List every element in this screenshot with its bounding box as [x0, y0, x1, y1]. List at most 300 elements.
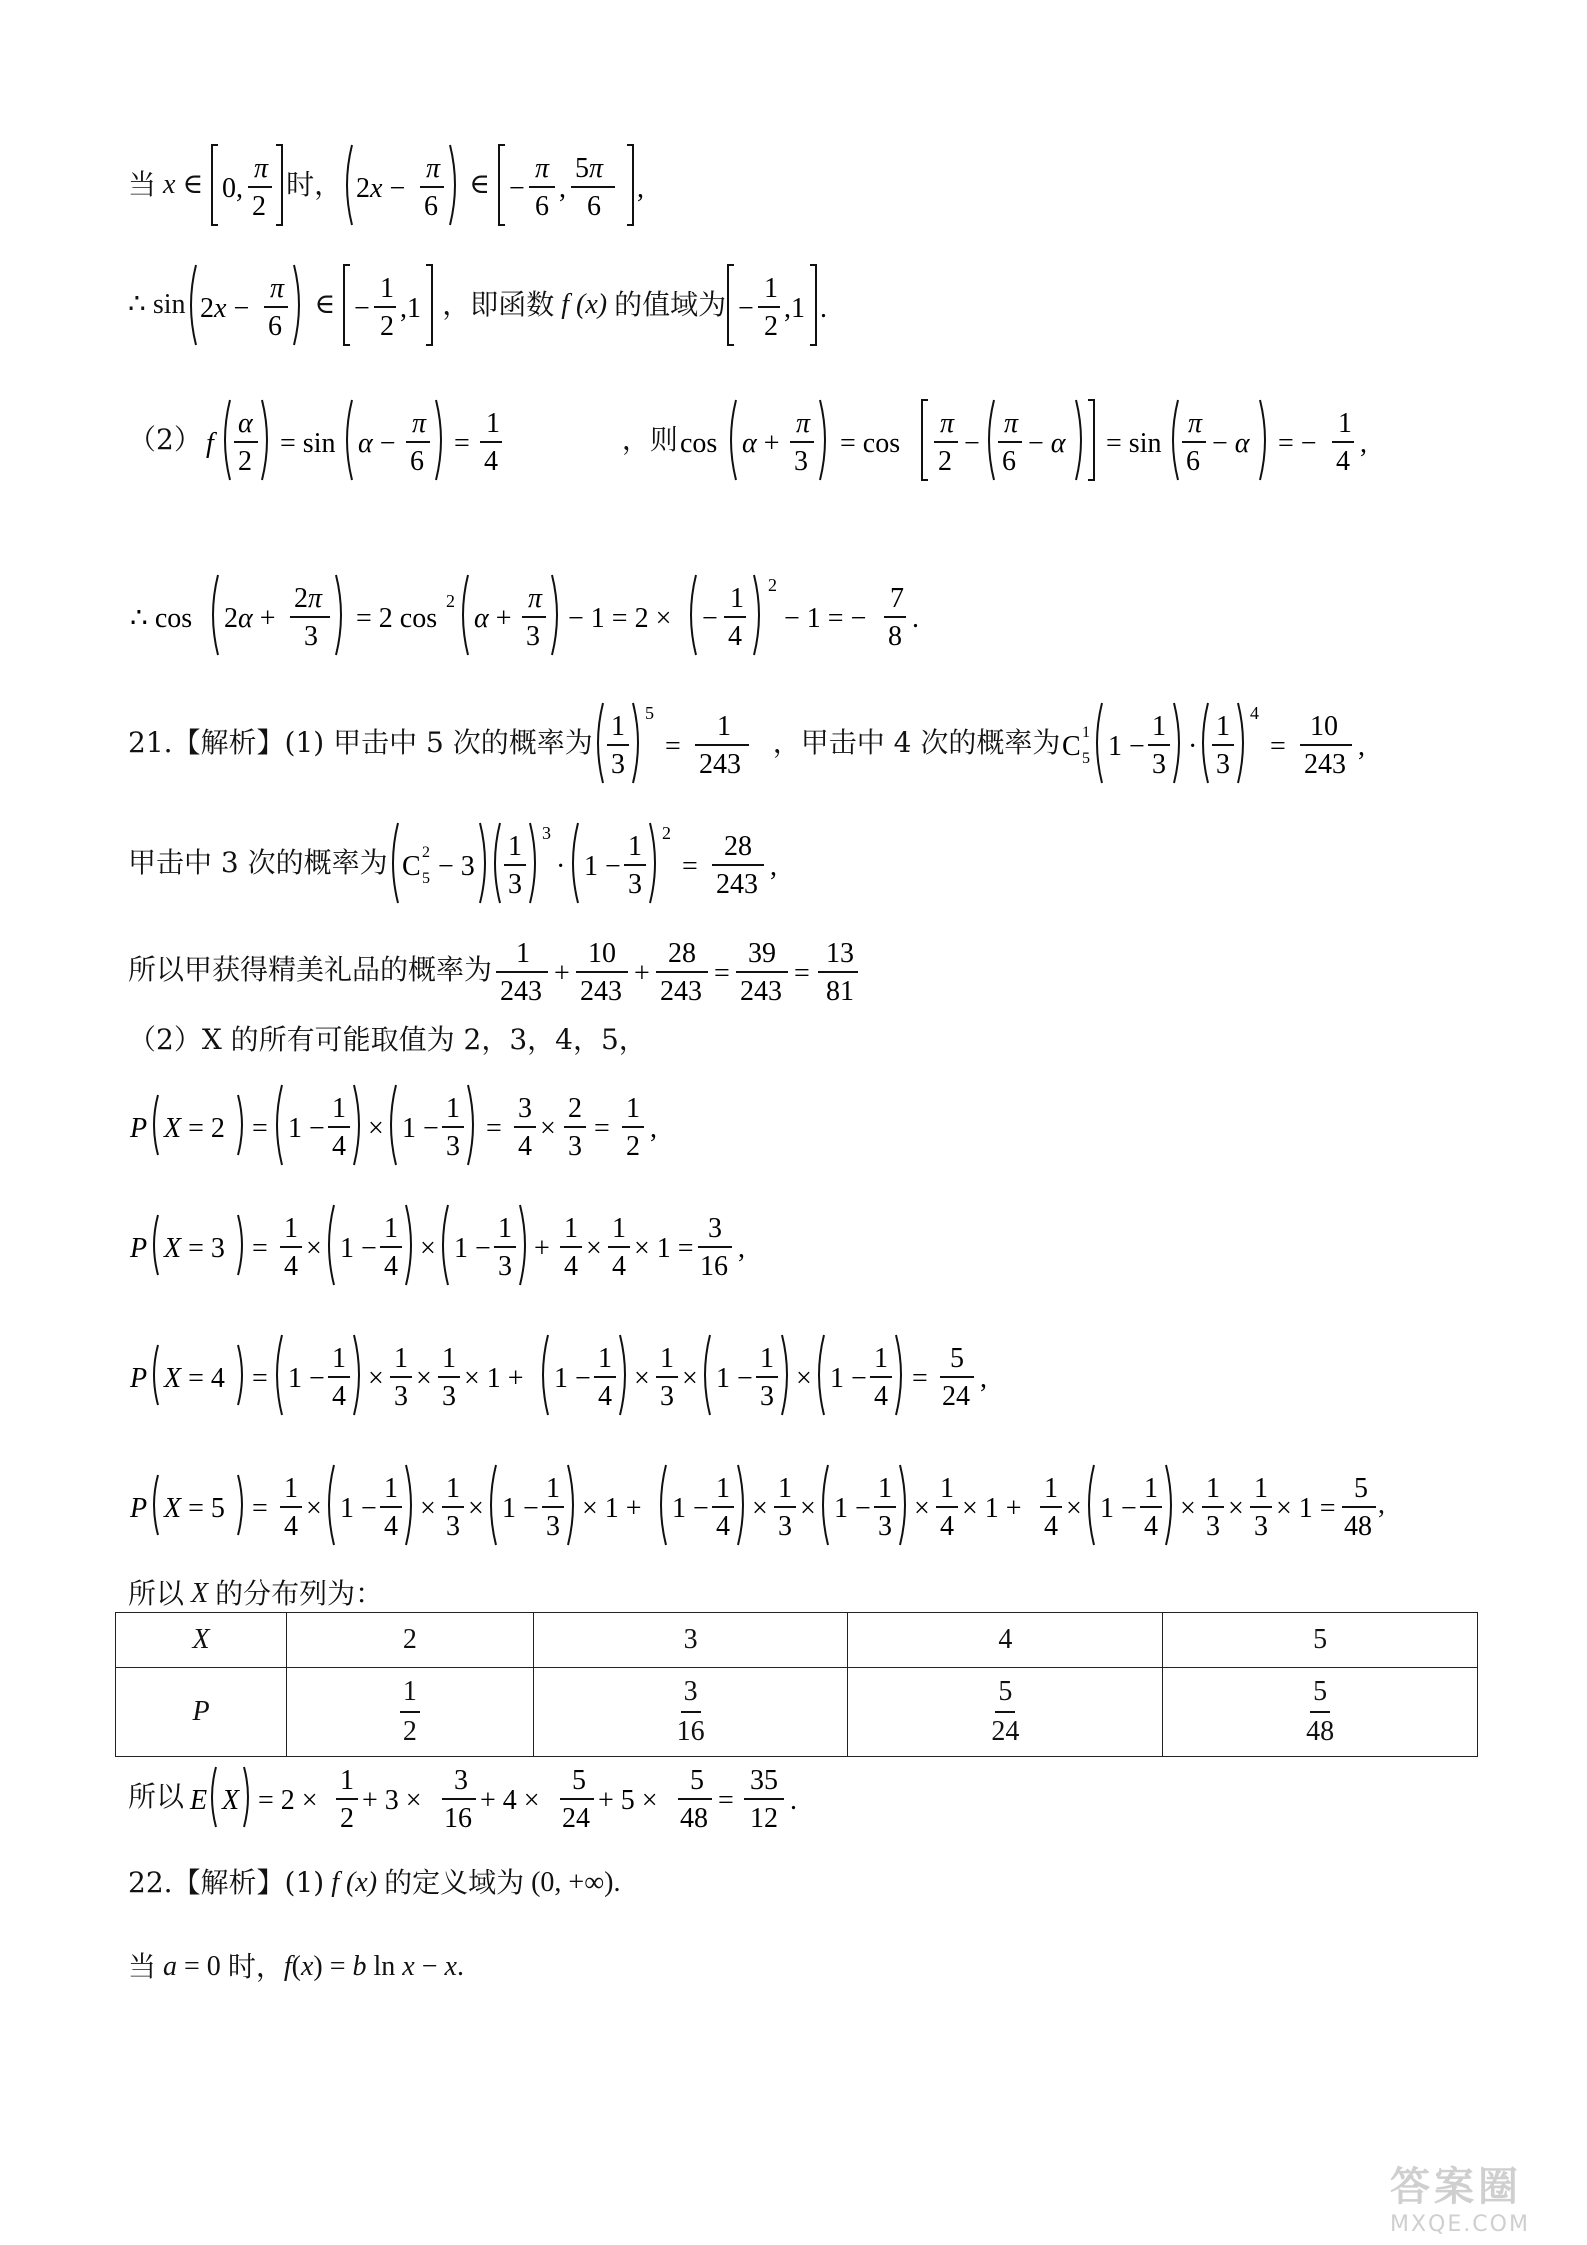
svg-text:f: f — [205, 428, 214, 459]
svg-text:1: 1 — [380, 273, 395, 304]
svg-text:×: × — [420, 1493, 436, 1524]
svg-text:C: C — [401, 851, 421, 882]
svg-text:243: 243 — [698, 749, 741, 780]
svg-text:,: , — [558, 173, 566, 204]
svg-text:× 1 +: × 1 + — [464, 1363, 524, 1394]
svg-text:1: 1 — [442, 1343, 456, 1374]
math-px2 — [128, 1081, 688, 1169]
svg-text:=: = — [718, 1785, 734, 1816]
svg-text:= 2 ×: = 2 × — [258, 1785, 318, 1816]
svg-text:π: π — [528, 583, 543, 614]
svg-text:3: 3 — [546, 1511, 560, 1542]
svg-text:3: 3 — [660, 1381, 674, 1412]
svg-text:3: 3 — [878, 1511, 892, 1542]
text-when: 当 — [128, 168, 157, 201]
svg-text:2x −: 2x − — [199, 293, 249, 324]
svg-text:1 −: 1 − — [288, 1363, 325, 1394]
svg-text:5: 5 — [690, 1765, 705, 1796]
math-px4 — [128, 1331, 1008, 1419]
svg-text:−: − — [508, 173, 525, 204]
svg-text:4: 4 — [728, 621, 742, 652]
svg-text:=: = — [486, 1113, 502, 1144]
svg-text:= sin: = sin — [1105, 428, 1162, 459]
math-q21-p3 — [388, 819, 808, 907]
svg-text:3: 3 — [498, 1251, 512, 1282]
svg-text:−: − — [963, 428, 980, 459]
svg-text:P: P — [130, 1363, 148, 1394]
text-zhiyu: 的值域为 — [614, 288, 727, 321]
svg-text:3: 3 — [394, 1381, 408, 1412]
svg-text:X = 3: X = 3 — [164, 1233, 225, 1264]
q21-heading: 21.【解析】(1) 甲击中 5 次的概率为 — [128, 726, 593, 759]
svg-text:1 −: 1 − — [1100, 1493, 1137, 1524]
svg-text:1 −: 1 − — [716, 1363, 753, 1394]
math-l4 — [128, 571, 948, 659]
svg-text:81: 81 — [826, 976, 855, 1007]
svg-text:5: 5 — [950, 1343, 964, 1374]
svg-text:× 1 +: × 1 + — [582, 1493, 642, 1524]
svg-text:5: 5 — [644, 703, 654, 723]
q22-line-2 — [128, 1942, 1527, 1992]
svg-text:π: π — [411, 408, 426, 439]
svg-text:1: 1 — [394, 1343, 408, 1374]
svg-text:×: × — [368, 1363, 384, 1394]
svg-text:π: π — [1187, 408, 1202, 439]
svg-text:,: , — [1359, 428, 1367, 459]
svg-text:1: 1 — [730, 583, 744, 614]
svg-text:×: × — [306, 1233, 322, 1264]
q21-p3-label: 甲击中 3 次的概率为 — [128, 846, 388, 879]
table-cell-label: P — [116, 1668, 287, 1757]
table-cell: 4 — [848, 1613, 1163, 1668]
distribution-table — [115, 1612, 1478, 1757]
dist-intro-text: 所以 — [128, 1577, 185, 1610]
math-px5 — [128, 1461, 1378, 1549]
svg-text:1: 1 — [516, 938, 531, 969]
svg-text:4: 4 — [284, 1251, 298, 1282]
table-cell: $\frac{3}{16}$ — [533, 1668, 848, 1757]
q21-part2-text: （2）X 的所有可能取值为 2，3，4，5， — [128, 1023, 647, 1056]
math-fx-def: f(x) = b ln x − x. — [283, 1951, 464, 1982]
svg-text:3: 3 — [446, 1511, 460, 1542]
svg-text:1: 1 — [564, 1213, 578, 1244]
svg-text:1: 1 — [940, 1473, 954, 1504]
svg-text:,: , — [980, 1363, 987, 1394]
svg-text:P: P — [130, 1493, 148, 1524]
svg-text:4: 4 — [384, 1251, 398, 1282]
svg-text:α +: α + — [474, 603, 512, 634]
svg-text:3: 3 — [526, 621, 540, 652]
svg-text:1 −: 1 − — [402, 1113, 439, 1144]
svg-text:4: 4 — [564, 1251, 578, 1282]
svg-text:×: × — [1066, 1493, 1082, 1524]
svg-text:1: 1 — [874, 1343, 888, 1374]
svg-text:×: × — [796, 1363, 812, 1394]
svg-text:− α: − α — [1211, 428, 1250, 459]
watermark-logo: 答案圈 — [1390, 2164, 1522, 2210]
text-shi: 时， — [286, 168, 343, 201]
svg-text:48: 48 — [1344, 1511, 1372, 1542]
q22-when: 当 — [128, 1950, 157, 1983]
svg-text:π: π — [534, 153, 549, 184]
svg-text:× 1 =: × 1 = — [634, 1233, 694, 1264]
text-ze: ，则 — [621, 423, 678, 456]
svg-text:1 −: 1 − — [672, 1493, 709, 1524]
text-part2: （2） — [128, 423, 202, 456]
q22-domain-text: 的定义域为 — [384, 1866, 525, 1899]
svg-text:×: × — [1228, 1493, 1244, 1524]
svg-text:1: 1 — [446, 1093, 460, 1124]
q22-line-1 — [128, 1858, 1527, 1908]
svg-text:1 −: 1 − — [340, 1233, 377, 1264]
table-cell: $\frac{1}{2}$ — [287, 1668, 534, 1757]
text-ji-hanshu: ，即函数 — [442, 288, 555, 321]
svg-text:1 −: 1 − — [554, 1363, 591, 1394]
svg-text:1 −: 1 − — [502, 1493, 539, 1524]
svg-text:6: 6 — [409, 446, 424, 477]
svg-text:1: 1 — [778, 1473, 792, 1504]
svg-text:3: 3 — [708, 1213, 722, 1244]
svg-text:4: 4 — [874, 1381, 888, 1412]
ex-text: 所以 — [128, 1780, 185, 1813]
table-cell: $\frac{5}{48}$ — [1163, 1668, 1478, 1757]
px5-line: P X = 5 = 1 4 × 1 − 1 4 × 1 3 × 1 − 1 3 × 1 + 1 − 1 4 × 1 3 × 1 − 1 3 × 1 4 × 1 + 1 4 × 1 − 1 4 × 1 3 × 1 3 × 1 = 5 48 , — [128, 1460, 1527, 1550]
svg-text:1: 1 — [446, 1473, 460, 1504]
svg-text:3: 3 — [507, 869, 522, 900]
svg-text:π: π — [269, 273, 284, 304]
svg-text:2: 2 — [237, 446, 252, 477]
svg-text:2: 2 — [626, 1131, 640, 1162]
svg-text:35: 35 — [750, 1765, 779, 1796]
svg-text:π: π — [426, 153, 441, 184]
q22-shi: 时， — [227, 1950, 284, 1983]
math-l3-left — [202, 396, 622, 484]
svg-text:39: 39 — [748, 938, 777, 969]
svg-text:4: 4 — [716, 1511, 730, 1542]
svg-text:2: 2 — [568, 1093, 582, 1124]
svg-text:3: 3 — [442, 1381, 456, 1412]
table-cell: $\frac{5}{24}$ — [848, 1668, 1163, 1757]
svg-text:X: X — [222, 1785, 240, 1816]
svg-text:.: . — [912, 603, 919, 634]
svg-text:2: 2 — [661, 823, 671, 843]
svg-text:π: π — [795, 408, 810, 439]
svg-text:1: 1 — [612, 1213, 626, 1244]
svg-text:P: P — [130, 1233, 148, 1264]
svg-text:10: 10 — [588, 938, 617, 969]
svg-text:P: P — [130, 1113, 148, 1144]
svg-text:1: 1 — [626, 1093, 640, 1124]
svg-text:=: = — [1270, 731, 1287, 762]
svg-text:1: 1 — [485, 408, 500, 439]
svg-text:1: 1 — [498, 1213, 512, 1244]
expectation-line — [128, 1752, 1527, 1842]
table-cell: 2 — [287, 1613, 534, 1668]
q21-mid-text: ，甲击中 4 次的概率为 — [772, 726, 1061, 759]
svg-text:1: 1 — [660, 1343, 674, 1374]
svg-text:4: 4 — [384, 1511, 398, 1542]
math-interval-0-pi2 — [210, 141, 286, 229]
svg-text:=: = — [681, 851, 698, 882]
q21-line-3 — [128, 925, 1527, 1015]
svg-text:2: 2 — [252, 191, 267, 222]
svg-text:3: 3 — [627, 869, 642, 900]
svg-text:×: × — [634, 1363, 650, 1394]
svg-text:×: × — [420, 1233, 436, 1264]
svg-text:1: 1 — [716, 1473, 730, 1504]
svg-text:28: 28 — [668, 938, 697, 969]
svg-text:16: 16 — [700, 1251, 728, 1282]
svg-text:1: 1 — [546, 1473, 560, 1504]
svg-text:8: 8 — [888, 621, 902, 652]
svg-text:,: , — [650, 1113, 657, 1144]
svg-text:6: 6 — [1001, 446, 1016, 477]
svg-text:243: 243 — [660, 976, 703, 1007]
svg-text:4: 4 — [1044, 1511, 1058, 1542]
svg-text:3: 3 — [518, 1093, 532, 1124]
svg-text:= −: = − — [1277, 428, 1317, 459]
math-q21-p4 — [1060, 699, 1390, 787]
svg-text:=: = — [912, 1363, 928, 1394]
math-range — [726, 261, 836, 349]
table-row-x — [116, 1613, 1478, 1668]
svg-text:48: 48 — [680, 1803, 709, 1834]
svg-text:1: 1 — [284, 1473, 298, 1504]
svg-text:1: 1 — [507, 831, 522, 862]
svg-text:2: 2 — [764, 311, 779, 342]
svg-text:×: × — [586, 1233, 602, 1264]
math-interval-pi6-5pi6 — [497, 141, 647, 229]
svg-text:2: 2 — [340, 1803, 355, 1834]
svg-text:−: − — [738, 293, 754, 324]
svg-text:−: − — [702, 603, 718, 634]
svg-text:×: × — [468, 1493, 484, 1524]
svg-text:3: 3 — [1216, 749, 1231, 780]
svg-text:243: 243 — [500, 976, 543, 1007]
svg-text:4: 4 — [332, 1131, 346, 1162]
svg-text:1 −: 1 − — [1108, 731, 1146, 762]
math-interval-half-1 — [342, 261, 442, 349]
svg-text:X = 5: X = 5 — [164, 1493, 225, 1524]
svg-text:3: 3 — [1152, 749, 1167, 780]
svg-text:6: 6 — [534, 191, 549, 222]
math-domain: (0, +∞). — [524, 1867, 621, 1898]
svg-text:α +: α + — [741, 428, 780, 459]
svg-text:1: 1 — [716, 711, 731, 742]
svg-text:1: 1 — [1337, 408, 1352, 439]
math-2x-minus-pi6 — [342, 141, 462, 229]
svg-text:3: 3 — [1206, 1511, 1220, 1542]
svg-text:2: 2 — [768, 575, 777, 595]
svg-text:7: 7 — [890, 583, 904, 614]
q21-line-1 — [128, 698, 1527, 788]
svg-text:1 −: 1 − — [288, 1113, 325, 1144]
svg-text:5: 5 — [1354, 1473, 1368, 1504]
svg-text:X = 2: X = 2 — [164, 1113, 225, 1144]
svg-text:C: C — [1062, 731, 1082, 762]
svg-text:,: , — [769, 851, 777, 882]
svg-text:24: 24 — [942, 1381, 970, 1412]
svg-text:3: 3 — [454, 1765, 469, 1796]
line-1: 当 x ∈ 0, π 2 时， 2x − π 6 ∈ − π 6 , 5π 6 , — [128, 140, 1527, 230]
svg-text:− 3: − 3 — [437, 851, 475, 882]
svg-text:·: · — [555, 851, 565, 882]
svg-text:6: 6 — [267, 311, 282, 342]
table-cell: 3 — [533, 1613, 848, 1668]
svg-text:,1: ,1 — [784, 293, 806, 324]
svg-text:1: 1 — [1254, 1473, 1268, 1504]
svg-text:1: 1 — [1082, 724, 1091, 741]
svg-text:1: 1 — [1144, 1473, 1158, 1504]
svg-text:1: 1 — [627, 831, 642, 862]
svg-text:1 −: 1 − — [834, 1493, 871, 1524]
svg-text:4: 4 — [483, 446, 498, 477]
svg-text:4: 4 — [1250, 703, 1260, 723]
svg-text:=: = — [714, 958, 730, 989]
svg-text:1: 1 — [284, 1213, 298, 1244]
svg-text:×: × — [416, 1363, 432, 1394]
svg-text:1: 1 — [764, 273, 779, 304]
svg-text:X = 4: X = 4 — [164, 1363, 225, 1394]
svg-text:3: 3 — [778, 1511, 792, 1542]
svg-text:0,: 0, — [222, 173, 244, 204]
svg-text:16: 16 — [444, 1803, 473, 1834]
svg-text:3: 3 — [304, 621, 318, 652]
svg-text:·: · — [1188, 731, 1198, 762]
line-4 — [128, 570, 1527, 660]
svg-text:,: , — [738, 1233, 745, 1264]
svg-text:=: = — [664, 731, 681, 762]
svg-text:2: 2 — [937, 446, 952, 477]
svg-text:+: + — [554, 958, 570, 989]
svg-text:243: 243 — [715, 869, 758, 900]
math-expectation — [184, 1753, 824, 1841]
table-cell: 5 — [1163, 1613, 1478, 1668]
svg-text:24: 24 — [562, 1803, 591, 1834]
dist-intro-text-2: 的分布列为： — [215, 1577, 384, 1610]
svg-text:1 −: 1 − — [583, 851, 621, 882]
svg-text:5: 5 — [1082, 750, 1091, 767]
svg-text:3: 3 — [760, 1381, 774, 1412]
svg-text:3: 3 — [793, 446, 808, 477]
svg-text:=: = — [252, 1493, 268, 1524]
q21-line-4 — [128, 1020, 1527, 1060]
svg-text:3: 3 — [541, 823, 551, 843]
svg-text:3: 3 — [610, 749, 625, 780]
svg-text:243: 243 — [580, 976, 623, 1007]
svg-text:6: 6 — [1185, 446, 1200, 477]
dist-intro-line — [128, 1574, 1527, 1614]
svg-text:= 2 cos: = 2 cos — [356, 603, 438, 634]
svg-text:π: π — [254, 153, 269, 184]
svg-text:1: 1 — [1152, 711, 1167, 742]
svg-text:4: 4 — [284, 1511, 298, 1542]
svg-text:1 −: 1 − — [830, 1363, 867, 1394]
math-q21-p5 — [593, 699, 773, 787]
svg-text:.: . — [790, 1785, 798, 1816]
svg-text:α: α — [237, 408, 253, 439]
math-a-zero: a = 0 — [163, 1951, 228, 1982]
math-f-of-x: f (x) — [324, 1867, 385, 1898]
svg-text:6: 6 — [586, 191, 601, 222]
svg-text:2: 2 — [380, 311, 395, 342]
q21-line-2 — [128, 818, 1527, 908]
svg-text:1: 1 — [332, 1343, 346, 1374]
svg-text:243: 243 — [1304, 749, 1347, 780]
table-cell-label: X — [116, 1613, 287, 1668]
px2-line — [128, 1080, 1527, 1170]
svg-text:=: = — [453, 428, 470, 459]
svg-text:1: 1 — [878, 1473, 892, 1504]
svg-text:2x −: 2x − — [356, 173, 406, 204]
math-sin-arg — [186, 261, 308, 349]
line-3 — [128, 395, 1527, 485]
svg-text:28: 28 — [723, 831, 752, 862]
svg-text:×: × — [306, 1493, 322, 1524]
svg-text:−: − — [354, 293, 371, 324]
svg-text:1: 1 — [598, 1343, 612, 1374]
svg-text:+ 3 ×: + 3 × — [362, 1785, 422, 1816]
svg-text:∴ cos: ∴ cos — [130, 603, 193, 634]
svg-text:,1: ,1 — [400, 293, 422, 324]
svg-text:,: , — [636, 173, 644, 204]
svg-text:= sin: = sin — [279, 428, 336, 459]
svg-text:3: 3 — [1254, 1511, 1268, 1542]
math-l3-right — [678, 396, 1398, 484]
svg-text:2α +: 2α + — [224, 603, 276, 634]
svg-text:2: 2 — [421, 844, 430, 861]
svg-text:=: = — [252, 1363, 268, 1394]
svg-text:×: × — [752, 1493, 768, 1524]
math-q21-total — [492, 926, 892, 1014]
svg-text:=: = — [252, 1233, 268, 1264]
math-px3 — [128, 1201, 788, 1289]
svg-text:cos: cos — [679, 428, 718, 459]
svg-text:5: 5 — [421, 870, 430, 887]
svg-text:× 1 =: × 1 = — [1276, 1493, 1336, 1524]
svg-text:1: 1 — [1216, 711, 1231, 742]
q22-heading: 22.【解析】(1) — [128, 1866, 325, 1899]
svg-text:1: 1 — [384, 1473, 398, 1504]
svg-text:1: 1 — [384, 1213, 398, 1244]
svg-text:4: 4 — [598, 1381, 612, 1412]
svg-text:.: . — [820, 293, 828, 324]
therefore-sin: ∴ sin — [128, 289, 186, 320]
math-fx: f (x) — [554, 289, 615, 320]
svg-text:1: 1 — [1206, 1473, 1220, 1504]
svg-text:α −: α − — [357, 428, 396, 459]
svg-text:×: × — [540, 1113, 556, 1144]
svg-text:×: × — [914, 1493, 930, 1524]
svg-text:,: , — [1358, 731, 1366, 762]
svg-text:13: 13 — [826, 938, 855, 969]
watermark-url: MXQE.COM — [1390, 2212, 1530, 2237]
svg-text:×: × — [682, 1363, 698, 1394]
svg-text:4: 4 — [940, 1511, 954, 1542]
table-row-p — [116, 1668, 1478, 1757]
svg-text:2: 2 — [446, 591, 455, 611]
svg-text:4: 4 — [1335, 446, 1350, 477]
px3-line — [128, 1200, 1527, 1290]
svg-text:+ 5 ×: + 5 × — [598, 1785, 658, 1816]
svg-text:×: × — [368, 1113, 384, 1144]
svg-text:4: 4 — [518, 1131, 532, 1162]
svg-text:− 1 = 2 ×: − 1 = 2 × — [568, 603, 672, 634]
svg-text:4: 4 — [1144, 1511, 1158, 1542]
svg-text:4: 4 — [332, 1381, 346, 1412]
svg-text:1: 1 — [760, 1343, 774, 1374]
svg-text:+ 4 ×: + 4 × — [480, 1785, 540, 1816]
